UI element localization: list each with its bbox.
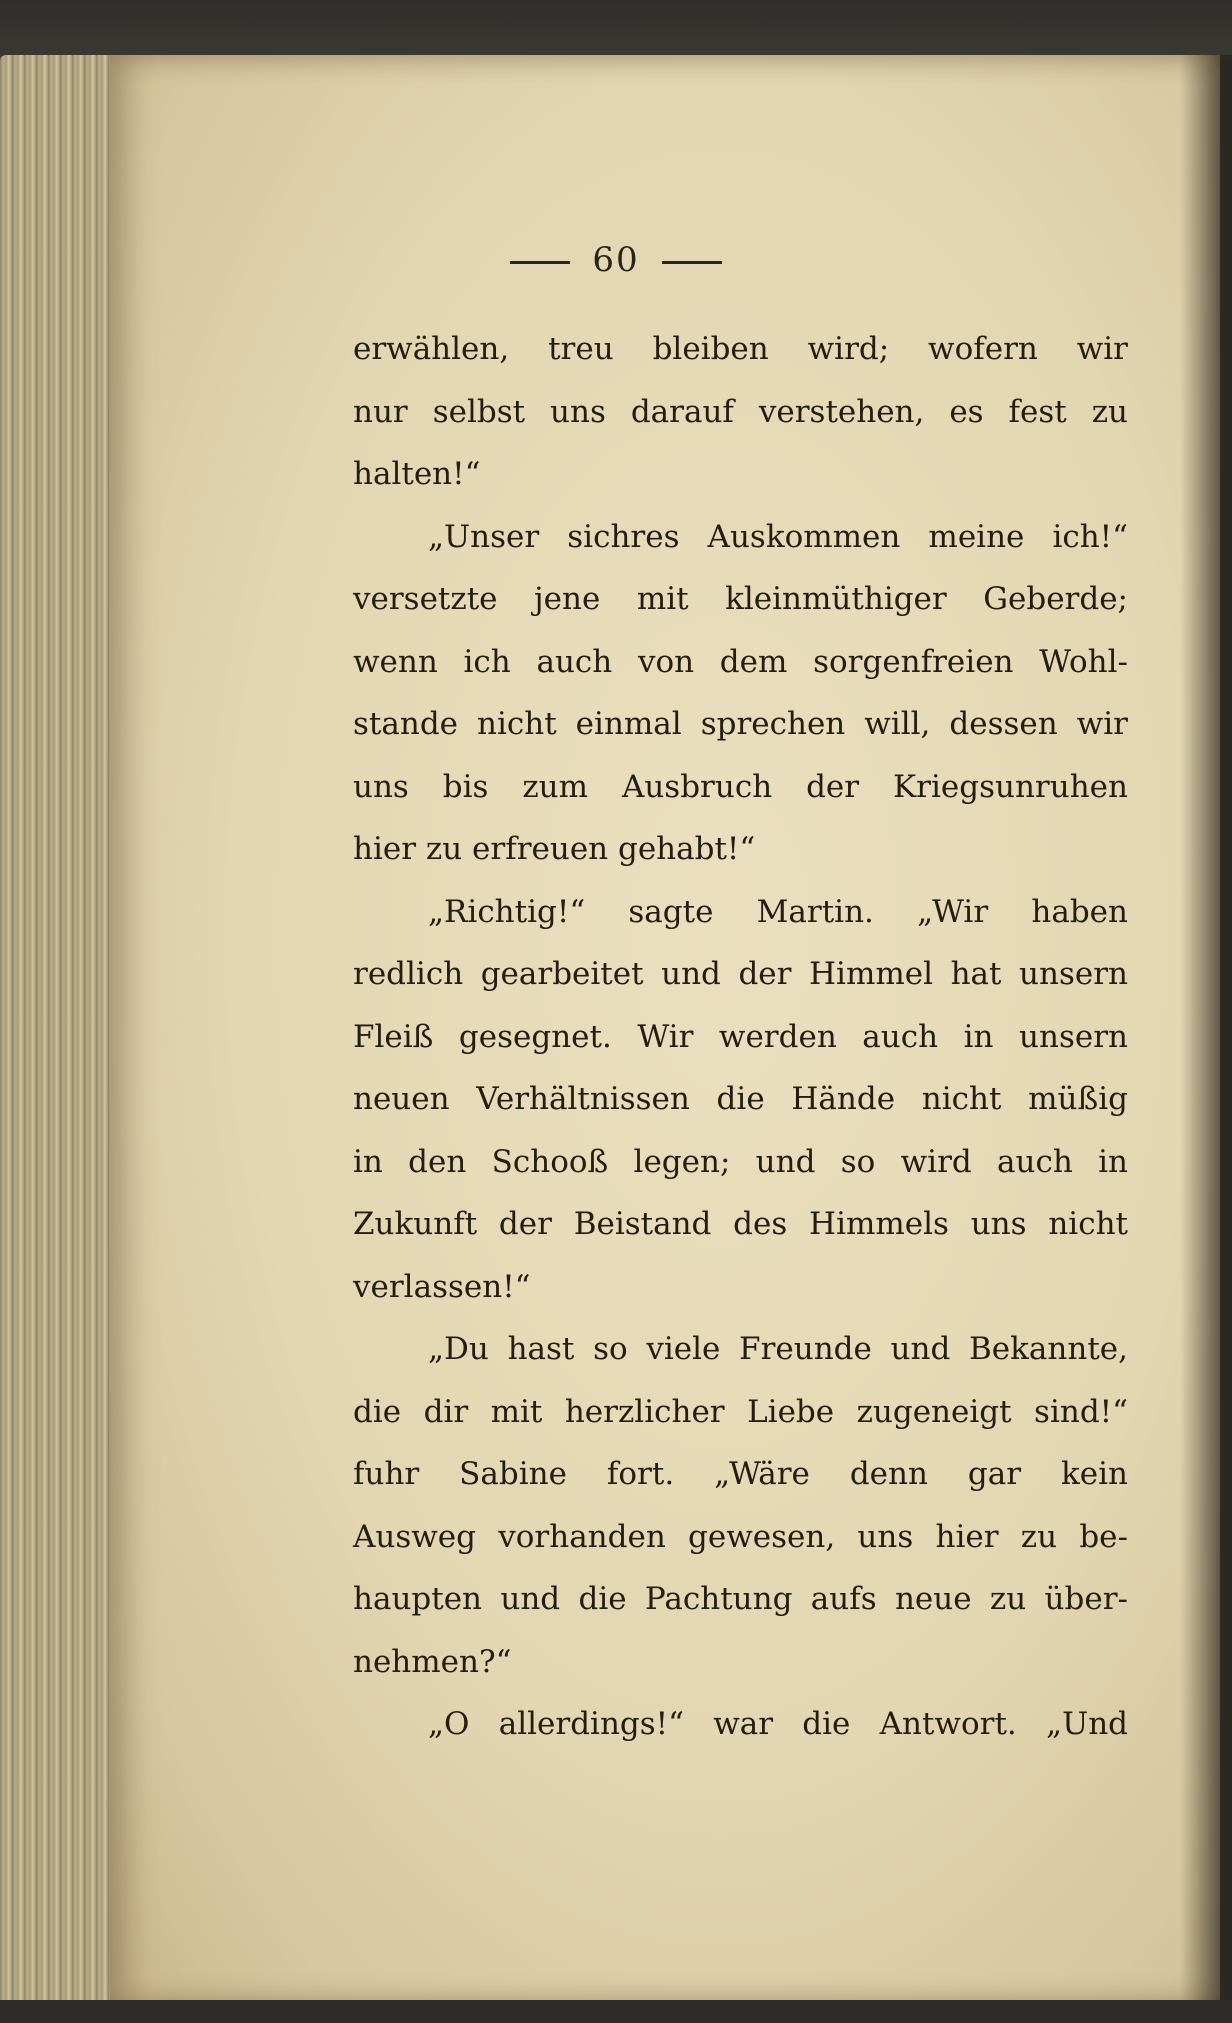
text-line: die dir mit herzlicher Liebe zugeneigt sind!“ <box>353 1393 1128 1430</box>
book-cover-top <box>0 0 1232 60</box>
header-dash-left <box>510 261 570 264</box>
text-line: „Richtig!“ sagte Martin. „Wir haben <box>428 893 1128 930</box>
text-line: wenn ich auch von dem sorgenfreien Wohl- <box>353 643 1128 680</box>
text-line: haupten und die Pachtung aufs neue zu über- <box>353 1581 1128 1617</box>
text-line: versetzte jene mit kleinmüthiger Geberde; <box>353 581 1128 617</box>
text-line: redlich gearbeitet und der Himmel hat unsern <box>353 956 1128 992</box>
text-line: „O allerdings!“ war die Antwort. „Und <box>428 1706 1128 1742</box>
text-line: verlassen!“ <box>353 1268 531 1305</box>
page-header <box>0 240 1232 280</box>
gutter-shadow <box>1180 55 1232 2005</box>
text-line: nehmen?“ <box>353 1643 512 1680</box>
book-cover-bottom <box>0 2000 1232 2023</box>
text-line: in den Schooß legen; und so wird auch in <box>353 1143 1128 1180</box>
text-line: „Du hast so viele Freunde und Bekannte, <box>428 1331 1128 1367</box>
text-line: „Unser sichres Auskommen meine ich!“ <box>428 518 1128 555</box>
text-line: stande nicht einmal sprechen will, dessen wir <box>353 706 1128 742</box>
body-text <box>353 318 1128 1756</box>
text-line: nur selbst uns darauf verstehen, es fest zu <box>353 393 1128 430</box>
text-line: Fleiß gesegnet. Wir werden auch in unsern <box>353 1018 1128 1055</box>
text-line: fuhr Sabine fort. „Wäre denn gar kein <box>353 1456 1128 1492</box>
header-dash-right <box>662 261 722 264</box>
page-number: 60 <box>592 240 640 280</box>
text-line: halten!“ <box>353 456 481 492</box>
text-line: uns bis zum Ausbruch der Kriegsunruhen <box>353 768 1128 805</box>
text-line: neuen Verhältnissen die Hände nicht müßig <box>353 1081 1128 1117</box>
text-line: hier zu erfreuen gehabt!“ <box>353 831 756 867</box>
text-line: Ausweg vorhanden gewesen, uns hier zu be- <box>353 1518 1128 1555</box>
text-line: erwählen, treu bleiben wird; wofern wir <box>353 331 1128 367</box>
text-line: Zukunft der Beistand des Himmels uns nicht <box>353 1206 1128 1242</box>
